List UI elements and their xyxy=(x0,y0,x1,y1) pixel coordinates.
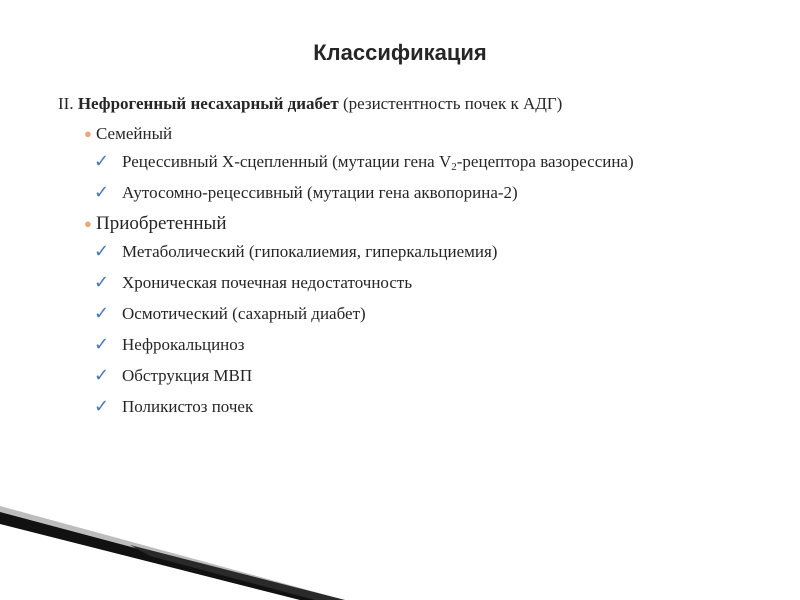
list-item-text: Хроническая почечная недостаточность xyxy=(122,273,413,292)
list-item-text: Осмотический (сахарный диабет) xyxy=(122,304,366,323)
swoosh-black-band xyxy=(0,512,330,600)
list-item-text xyxy=(122,150,634,173)
check-mark-icon: ✓ xyxy=(94,365,110,386)
item-text-sub: 2 xyxy=(451,161,457,173)
check-mark-icon: ✓ xyxy=(94,272,110,293)
list-item-text: Обструкция МВП xyxy=(122,366,253,385)
check-mark-icon: ✓ xyxy=(94,334,110,355)
group-label: Семейный xyxy=(96,124,173,143)
list-item-text: Поликистоз почек xyxy=(122,397,254,416)
list-item xyxy=(94,302,748,326)
heading-lead: Нефрогенный несахарный диабет xyxy=(77,94,339,113)
check-mark-icon: ✓ xyxy=(94,241,110,262)
check-mark-icon: ✓ xyxy=(94,151,110,172)
group-acquired xyxy=(84,212,748,236)
slide-content xyxy=(58,92,748,426)
heading-prefix: II. xyxy=(58,94,74,113)
heading-rest: (резистентность почек к АДГ) xyxy=(342,94,563,113)
slide-title: Классификация xyxy=(313,40,487,65)
check-mark-icon: ✓ xyxy=(94,182,110,203)
list-item xyxy=(94,364,748,388)
list-item-text: Метаболический (гипокалиемия, гиперкальциемия) xyxy=(122,242,498,261)
bullet-dot-icon: ● xyxy=(84,126,92,141)
section-heading xyxy=(58,92,748,116)
item-text-post: -рецептора вазорессина) xyxy=(456,152,634,171)
list-item xyxy=(94,150,748,174)
list-item xyxy=(94,240,748,264)
check-mark-icon: ✓ xyxy=(94,303,110,324)
check-mark-icon: ✓ xyxy=(94,396,110,417)
group-familial xyxy=(84,122,748,146)
list-item xyxy=(94,181,748,205)
list-item-text: Нефрокальциноз xyxy=(122,335,245,354)
bullet-dot-icon: ● xyxy=(84,216,92,231)
group-label: Приобретенный xyxy=(96,213,227,234)
swoosh-grey-band xyxy=(0,506,345,600)
list-item xyxy=(94,333,748,357)
swoosh-dark-wedge xyxy=(130,545,345,600)
item-text-pre: Рецессивный X-сцепленный (мутации гена V xyxy=(122,152,452,171)
list-item xyxy=(94,271,748,295)
list-item xyxy=(94,395,748,419)
list-item-text: Аутосомно-рецессивный (мутации гена аквопорина-2) xyxy=(122,183,518,202)
